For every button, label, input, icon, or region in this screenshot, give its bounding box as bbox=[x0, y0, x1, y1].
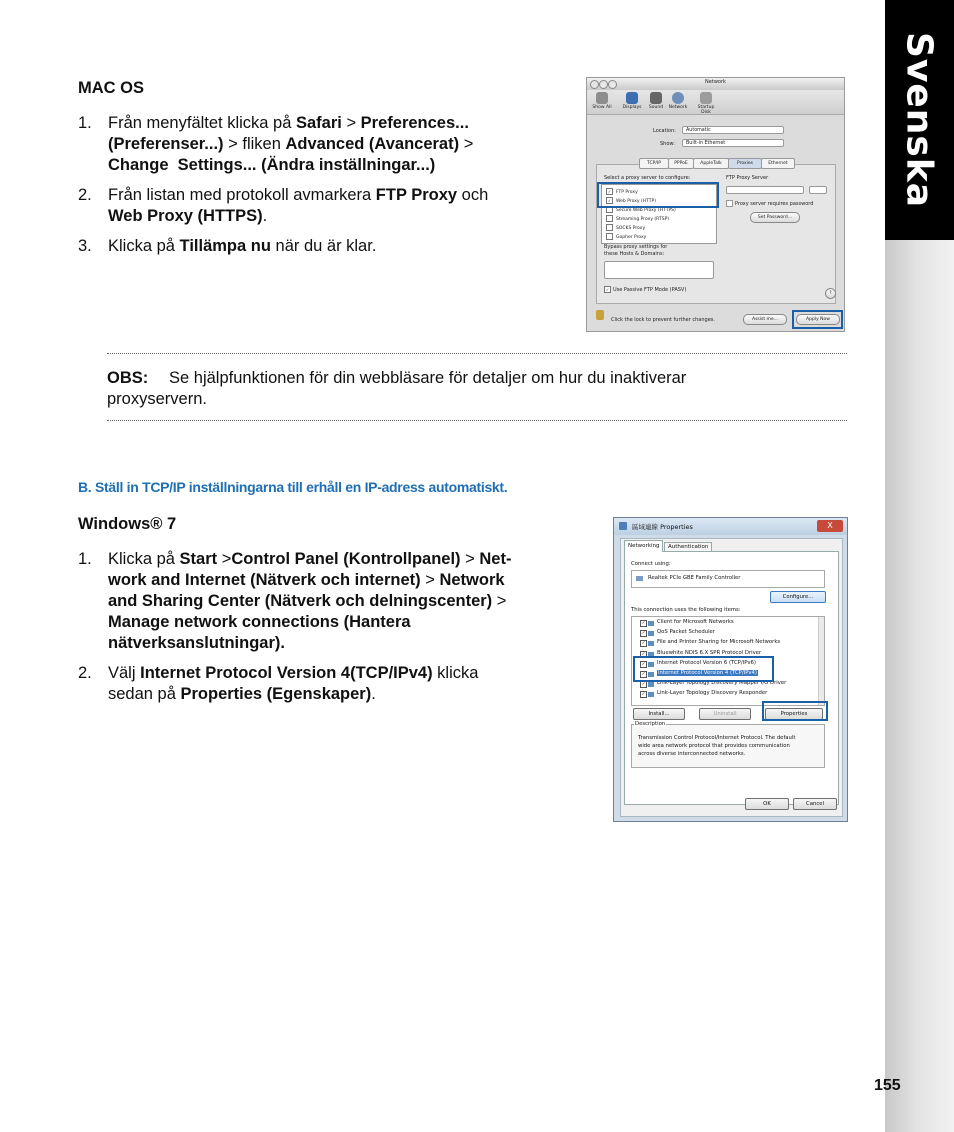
help-button[interactable]: ? bbox=[825, 288, 836, 299]
step-text: > bbox=[341, 114, 361, 132]
step-text: Välj bbox=[108, 664, 141, 682]
ipv4-highlight bbox=[633, 656, 774, 682]
windows-properties-screenshot bbox=[613, 517, 848, 822]
tab-pppoe[interactable]: PPPoE bbox=[668, 158, 694, 169]
list-item[interactable]: File and Printer Sharing for Microsoft Networks bbox=[657, 639, 781, 646]
bold-text: Control Panel (Kontrollpanel) bbox=[231, 550, 461, 568]
lock-icon[interactable] bbox=[596, 310, 604, 320]
bold-text: work and Internet (Nätverk och internet) bbox=[108, 571, 421, 589]
item-checkbox[interactable]: ✓ bbox=[641, 631, 646, 637]
apply-now-highlight bbox=[792, 310, 843, 329]
step-2 bbox=[78, 663, 598, 705]
assist-me-button[interactable]: Assist me... bbox=[743, 314, 787, 325]
step-text: sedan på bbox=[108, 685, 181, 703]
step-line bbox=[108, 570, 505, 591]
items-label: This connection uses the following items: bbox=[631, 607, 741, 613]
bold-text: Web Proxy (HTTPS) bbox=[108, 207, 263, 225]
lock-text: Click the lock to prevent further changes. bbox=[611, 317, 715, 323]
protocol-icon bbox=[648, 641, 654, 646]
mac-network-screenshot bbox=[586, 77, 845, 332]
step-number: 1. bbox=[78, 550, 92, 568]
step-text: klicka bbox=[432, 664, 479, 682]
windows-heading: Windows® 7 bbox=[78, 515, 177, 533]
item-checkbox[interactable]: ✓ bbox=[641, 651, 646, 657]
checkbox[interactable]: ✓ bbox=[605, 287, 610, 292]
checkbox[interactable]: ✓ bbox=[607, 189, 612, 194]
step-number: 2. bbox=[78, 186, 92, 204]
list-item[interactable]: QoS Packet Scheduler bbox=[657, 629, 715, 636]
set-password-button[interactable]: Set Password... bbox=[750, 212, 800, 223]
list-item[interactable]: Internet Protocol Version 6 (TCP/IPv6) bbox=[657, 659, 756, 666]
sound-button[interactable]: Sound bbox=[643, 92, 669, 110]
description-line-2: wide area network protocol that provides communication bbox=[638, 743, 790, 749]
item-checkbox[interactable]: ✓ bbox=[641, 621, 646, 626]
bypass-label-1: Bypass proxy settings for bbox=[604, 244, 668, 250]
checkbox[interactable] bbox=[606, 215, 613, 222]
password-checkbox[interactable]: Proxy server requires password bbox=[726, 200, 813, 207]
configure-button[interactable]: Configure... bbox=[770, 591, 826, 603]
select-proxy-label: Select a proxy server to configure: bbox=[604, 175, 691, 181]
bold-text: Internet Protocol Version 4(TCP/IPv4) bbox=[140, 664, 433, 682]
note bbox=[107, 368, 827, 410]
step-text: > bbox=[459, 135, 474, 153]
description-line-3: across diverse interconnected networks. bbox=[638, 751, 746, 757]
list-item[interactable]: Link-Layer Topology Discovery Mapper I/O Driver bbox=[657, 680, 787, 687]
checkbox[interactable] bbox=[606, 233, 613, 240]
item-checkbox[interactable]: ✓ bbox=[641, 692, 646, 698]
note-top-divider bbox=[107, 353, 847, 354]
list-item[interactable]: ✓ Web Proxy (HTTP) bbox=[607, 198, 657, 204]
ftp-web-proxy-highlight bbox=[597, 182, 719, 208]
list-item[interactable]: Streaming Proxy (RTSP) bbox=[606, 215, 669, 222]
step-line bbox=[108, 684, 376, 705]
bold-text: Net- bbox=[479, 550, 512, 568]
step-1 bbox=[78, 549, 598, 654]
side-tab-label: Svenska bbox=[898, 31, 940, 209]
network-globe-icon bbox=[672, 92, 684, 104]
bold-text: Advanced (Avancerat) bbox=[285, 135, 460, 153]
section-b-heading: B. Ställ in TCP/IP inställningarna till erhåll en IP-adress automatiskt. bbox=[78, 479, 508, 495]
bypass-label-2: these Hosts & Domains: bbox=[604, 251, 665, 257]
mac-heading: MAC OS bbox=[78, 79, 144, 97]
show-all-icon bbox=[596, 92, 608, 104]
bold-text: Network bbox=[439, 571, 505, 589]
bypass-hosts-input[interactable] bbox=[604, 261, 714, 279]
list-item[interactable]: ✓ FTP Proxy bbox=[607, 189, 638, 195]
bold-text: nätverksanslutningar). bbox=[108, 634, 285, 652]
tab-authentication[interactable]: Authentication bbox=[664, 542, 712, 553]
network-icon bbox=[619, 522, 627, 530]
adapter-box bbox=[631, 570, 825, 588]
bold-text: Preferences... bbox=[360, 114, 469, 132]
adapter-icon bbox=[636, 576, 643, 581]
item-checkbox[interactable]: ✓ bbox=[641, 641, 646, 647]
step-text: > bbox=[460, 550, 480, 568]
properties-button[interactable]: Properties bbox=[765, 708, 823, 720]
ftp-proxy-server-label: FTP Proxy Server bbox=[726, 175, 769, 181]
bold-text: Properties (Egenskaper) bbox=[180, 685, 372, 703]
show-all-button[interactable]: Show All bbox=[589, 92, 615, 110]
step-line bbox=[108, 113, 469, 134]
step-text: när du är klar. bbox=[270, 237, 377, 255]
checkbox[interactable]: ✓ bbox=[607, 198, 612, 203]
ok-button[interactable]: OK bbox=[745, 798, 789, 810]
protocol-icon bbox=[648, 621, 654, 626]
displays-button[interactable]: Displays bbox=[619, 92, 645, 110]
bold-text: Manage network connections (Hantera bbox=[108, 613, 411, 631]
protocol-icon bbox=[648, 631, 654, 636]
display-icon bbox=[626, 92, 638, 104]
tab-appletalk[interactable]: AppleTalk bbox=[693, 158, 729, 169]
startup-disk-button[interactable]: Startup Disk bbox=[693, 92, 719, 115]
step-line bbox=[108, 134, 473, 155]
step-line bbox=[108, 549, 511, 570]
description-label: Description bbox=[635, 721, 666, 727]
step-text: Klicka på bbox=[108, 550, 180, 568]
protocol-icon bbox=[648, 682, 654, 687]
step-number: 1. bbox=[78, 114, 92, 132]
list-item[interactable]: Internet Protocol Version 4 (TCP/IPv4) bbox=[658, 670, 757, 676]
step-text: och bbox=[457, 186, 489, 204]
bold-text: Tillämpa nu bbox=[179, 237, 271, 255]
bold-text: FTP Proxy bbox=[375, 186, 458, 204]
bold-text: (Preferenser...) bbox=[108, 135, 224, 153]
location-select[interactable]: Automatic bbox=[682, 126, 784, 134]
item-checkbox[interactable]: ✓ bbox=[641, 682, 646, 688]
list-item[interactable]: Bluewhite NDIS 6.X SPR Protocol Driver bbox=[657, 649, 762, 656]
step-line bbox=[108, 663, 478, 684]
install-button[interactable]: Install... bbox=[633, 708, 685, 720]
step-text: > bbox=[492, 592, 507, 610]
ftp-server-input[interactable] bbox=[726, 186, 804, 194]
bold-text: Start bbox=[179, 550, 218, 568]
mac-window-title: Network bbox=[705, 79, 726, 85]
uninstall-button[interactable]: Uninstall bbox=[699, 708, 751, 720]
list-item[interactable]: Client for Microsoft Networks bbox=[657, 619, 734, 625]
step-text: Klicka på bbox=[108, 237, 180, 255]
list-item[interactable]: Gopher Proxy bbox=[606, 233, 646, 240]
page-number: 155 bbox=[874, 1077, 901, 1094]
ftp-port-input[interactable] bbox=[809, 186, 827, 194]
description-group bbox=[631, 721, 825, 768]
bold-text: Change Settings... (Ändra inställningar...) bbox=[108, 156, 436, 174]
description-line-1: Transmission Control Protocol/Internet Protocol. The default bbox=[638, 735, 796, 741]
step-number: 3. bbox=[78, 237, 92, 255]
step-line bbox=[108, 155, 435, 176]
bold-text: and Sharing Center (Nätverk och delningscenter) bbox=[108, 592, 493, 610]
step-3 bbox=[78, 236, 598, 257]
tab-proxies[interactable]: Proxies bbox=[728, 158, 762, 169]
location-label: Location: bbox=[653, 128, 676, 134]
note-line-1: Se hjälpfunktionen för din webbläsare för detaljer om hur du inaktiverar bbox=[169, 369, 687, 387]
close-button[interactable]: X bbox=[817, 520, 843, 532]
adapter-name: Realtek PCIe GBE Family Controller bbox=[648, 575, 741, 581]
step-number: 2. bbox=[78, 664, 92, 682]
item-checkbox[interactable]: ✓ bbox=[641, 661, 646, 667]
checkbox[interactable] bbox=[726, 200, 733, 207]
step-line bbox=[108, 591, 506, 612]
apply-now-button[interactable]: Apply Now bbox=[796, 314, 840, 325]
properties-highlight bbox=[762, 701, 828, 721]
list-item[interactable]: SOCKS Proxy bbox=[606, 224, 645, 231]
cancel-button[interactable]: Cancel bbox=[793, 798, 837, 810]
tab-ethernet[interactable]: Ethernet bbox=[761, 158, 795, 169]
step-text: Från menyfältet klicka på bbox=[108, 114, 296, 132]
network-button[interactable]: Network bbox=[665, 92, 691, 110]
disk-icon bbox=[700, 92, 712, 104]
passive-ftp-checkbox[interactable]: ✓ Use Passive FTP Mode (PASV) bbox=[605, 287, 687, 293]
step-line bbox=[108, 236, 376, 257]
step-line bbox=[108, 185, 488, 206]
step-line bbox=[108, 633, 285, 654]
list-item[interactable]: Secure Web Proxy (HTTPS) bbox=[606, 206, 676, 213]
note-label: OBS: bbox=[107, 369, 149, 387]
items-scrollbar[interactable] bbox=[818, 617, 824, 705]
step-text: > bbox=[420, 571, 440, 589]
note-bottom-divider bbox=[107, 420, 847, 421]
step-text: . bbox=[371, 685, 376, 703]
connect-using-label: Connect using: bbox=[631, 561, 671, 567]
tab-tcpip[interactable]: TCP/IP bbox=[639, 158, 669, 169]
win-window-title: 區域連線 Properties bbox=[632, 523, 693, 531]
speaker-icon bbox=[650, 92, 662, 104]
note-line-2: proxyservern. bbox=[107, 390, 207, 408]
tab-networking[interactable]: Networking bbox=[624, 540, 663, 552]
checkbox[interactable] bbox=[606, 224, 613, 231]
show-label: Show: bbox=[660, 141, 675, 147]
step-text: Från listan med protokoll avmarkera bbox=[108, 186, 376, 204]
list-item[interactable]: Link-Layer Topology Discovery Responder bbox=[657, 690, 768, 697]
step-text: > fliken bbox=[223, 135, 286, 153]
step-text: . bbox=[262, 207, 268, 225]
item-checkbox[interactable]: ✓ bbox=[641, 672, 646, 677]
step-1 bbox=[78, 113, 598, 176]
protocol-icon bbox=[648, 692, 654, 697]
step-text: > bbox=[217, 550, 232, 568]
show-select[interactable]: Built-in Ethernet bbox=[682, 139, 784, 147]
step-2 bbox=[78, 185, 598, 227]
bold-text: Safari bbox=[296, 114, 342, 132]
step-line bbox=[108, 206, 267, 227]
step-line bbox=[108, 612, 411, 633]
